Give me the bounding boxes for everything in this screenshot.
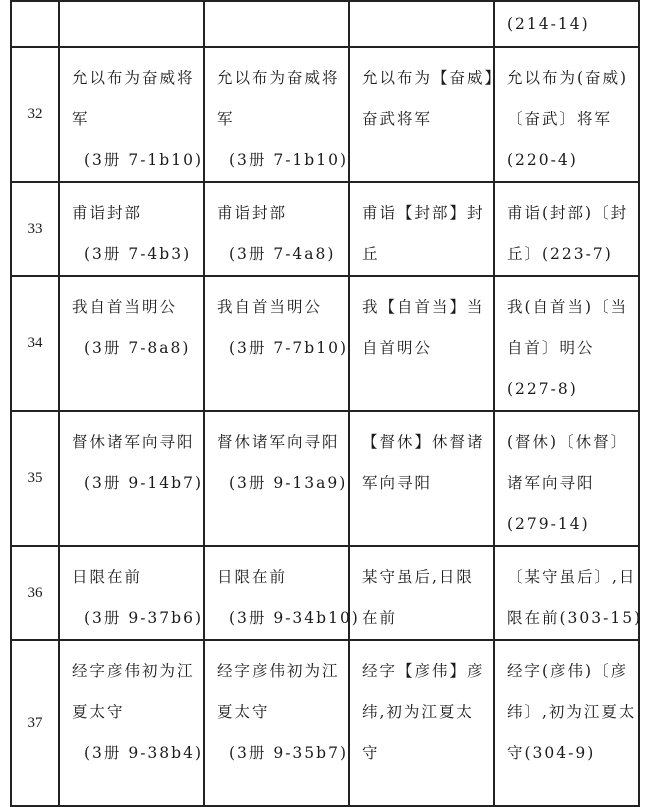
cell-line: 军向寻阳 (362, 474, 433, 492)
table-row (11, 47, 639, 182)
cell-line: (3册 7-4b3) (84, 245, 192, 263)
cell-line: 自首明公 (362, 339, 433, 357)
cell-line: 我自首当明公 (72, 298, 178, 316)
cell-line: 经字(彦伟)〔彦 (507, 662, 629, 680)
cell-line: 〔奋武〕将军 (507, 110, 613, 128)
cell-line: 夏太守 (72, 703, 125, 721)
table-cell (349, 411, 494, 546)
cell-line: (3册 7-8a8) (84, 339, 191, 357)
table-cell (494, 1, 639, 47)
cell-line: (3册 9-37b6) (84, 609, 203, 627)
cell-line: (3册 7-1b10) (229, 151, 348, 169)
cell-line: (3册 7-4a8) (229, 245, 336, 263)
table-row (11, 546, 639, 640)
table-cell (349, 276, 494, 411)
cell-line: (227-8) (507, 380, 578, 398)
table-cell (204, 47, 349, 182)
table-cell (59, 546, 204, 640)
cell-line: 丘 (362, 245, 380, 263)
cell-line: 允以布为奋威将 (217, 69, 340, 87)
table-cell (349, 182, 494, 276)
table-cell (204, 411, 349, 546)
table-cell (59, 276, 204, 411)
cell-line: (214-14) (507, 15, 590, 33)
table-row (11, 182, 639, 276)
cell-line: 守 (362, 744, 380, 762)
cell-line: 我(自首当)〔当 (507, 298, 629, 316)
cell-line: 纬,初为江夏太 (362, 703, 474, 721)
table-cell (204, 182, 349, 276)
row-number: 34 (11, 276, 59, 411)
table-cell (204, 1, 349, 47)
table-row (11, 411, 639, 546)
cell-line: 某守虽后,日限 (362, 568, 474, 586)
row-number (11, 1, 59, 47)
cell-line: 守(304-9) (507, 744, 596, 762)
cell-line: (3册 9-35b7) (229, 744, 348, 762)
table-cell (349, 47, 503, 182)
cell-line: 督休诸军向寻阳 (72, 433, 195, 451)
cell-line: (3册 7-7b10) (229, 339, 348, 357)
table-cell (204, 640, 349, 806)
table-cell (494, 411, 639, 546)
cell-line: 【督休】休督诸 (362, 433, 485, 451)
table-cell (59, 1, 204, 47)
cell-line: (3册 9-34b10) (229, 609, 360, 627)
table-row (11, 276, 639, 411)
cell-line: (督休)〔休督〕 (507, 433, 629, 451)
table-cell (349, 1, 494, 47)
table-cell (59, 411, 204, 546)
cell-line: 日限在前 (217, 568, 288, 586)
cell-line: (3册 9-38b4) (84, 744, 203, 762)
cell-line: 夏太守 (217, 703, 270, 721)
document-page (10, 0, 643, 762)
cell-line: 经字【彦伟】彦 (362, 662, 485, 680)
cell-line: 军 (217, 110, 235, 128)
cell-line: 允以布为【奋威】 (362, 69, 503, 87)
cell-line: 允以布为奋威将 (72, 69, 195, 87)
table-cell (494, 182, 639, 276)
table-cell (349, 640, 494, 806)
table-cell (494, 640, 639, 806)
comparison-table (10, 0, 643, 807)
row-number: 32 (11, 47, 59, 182)
row-number: 33 (11, 182, 59, 276)
table-row (11, 640, 639, 806)
row-number: 35 (11, 411, 59, 546)
cell-line: 军 (72, 110, 90, 128)
cell-line: 在前 (362, 609, 398, 627)
cell-line: 自首〕明公 (507, 339, 595, 357)
row-number: 37 (11, 640, 59, 806)
cell-line: 丘〕(223-7) (507, 245, 613, 263)
cell-line: 督休诸军向寻阳 (217, 433, 340, 451)
cell-line: 经字彦伟初为江 (217, 662, 340, 680)
cell-line: 〔某守虽后〕,日 (507, 568, 637, 586)
cell-line: (3册 9-13a9) (229, 474, 348, 492)
table-cell (349, 546, 494, 640)
cell-line: (279-14) (507, 515, 590, 533)
cell-line: 奋武将军 (362, 110, 433, 128)
table-cell (204, 546, 360, 640)
cell-line: (3册 9-14b7) (84, 474, 203, 492)
table-row (11, 1, 639, 47)
cell-line: 纬〕,初为江夏太 (507, 703, 637, 721)
cell-line: 诸军向寻阳 (507, 474, 595, 492)
cell-line: (220-4) (507, 151, 578, 169)
table-cell (494, 546, 643, 640)
table-cell (59, 47, 204, 182)
table-cell (59, 640, 204, 806)
cell-line: 日限在前 (72, 568, 143, 586)
cell-line: 允以布为(奋威) (507, 69, 629, 87)
row-number: 36 (11, 546, 59, 640)
table-cell (59, 182, 204, 276)
cell-line: 我自首当明公 (217, 298, 323, 316)
cell-line: 甫诣封部 (72, 204, 143, 222)
table-cell (494, 276, 639, 411)
cell-line: 甫诣封部 (217, 204, 288, 222)
cell-line: 经字彦伟初为江 (72, 662, 195, 680)
cell-line: (3册 7-1b10) (84, 151, 203, 169)
cell-line: 我【自首当】当 (362, 298, 485, 316)
cell-line: 限在前(303-15) (507, 609, 643, 627)
cell-line: 甫诣【封部】封 (362, 204, 485, 222)
cell-line: 甫诣(封部)〔封 (507, 204, 629, 222)
table-cell (494, 47, 639, 182)
table-cell (204, 276, 349, 411)
